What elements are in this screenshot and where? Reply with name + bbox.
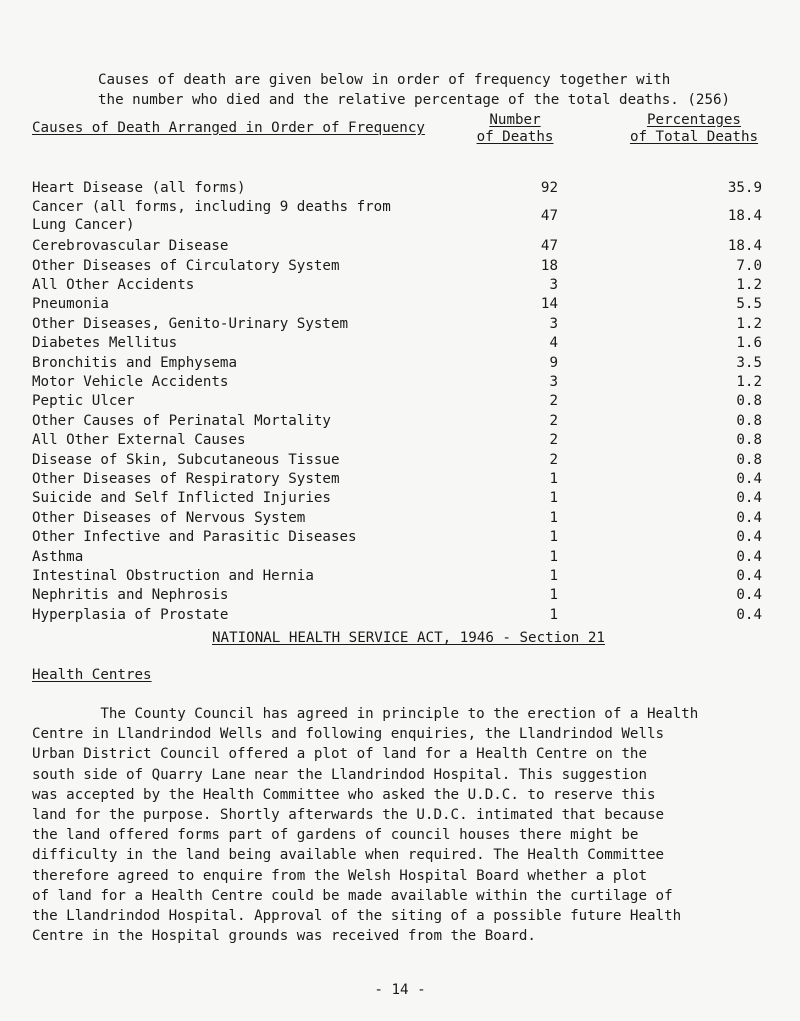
percent-header-line1: Percentages bbox=[647, 112, 741, 128]
percent-cell: 1.2 bbox=[736, 315, 762, 332]
deaths-cell: 14 bbox=[540, 296, 558, 313]
percent-cell: 7.0 bbox=[736, 257, 762, 274]
deaths-cell: 1 bbox=[549, 606, 558, 623]
paragraph-line: south side of Quarry Lane near the Llandrindod Hospital. This suggestion bbox=[32, 766, 647, 783]
cause-text: Pneumonia bbox=[32, 296, 109, 313]
cause-cell bbox=[32, 510, 305, 528]
cause-text: Heart Disease (all forms) bbox=[32, 180, 246, 196]
percent-cell: 0.4 bbox=[736, 529, 762, 546]
cause-cell bbox=[32, 296, 109, 314]
cause-text: Cerebrovascular Disease bbox=[32, 238, 229, 255]
percent-cell: 0.4 bbox=[736, 606, 762, 623]
cause-cell bbox=[32, 568, 314, 586]
paragraph-line: difficulty in the land being available when required. The Health Committee bbox=[32, 847, 665, 864]
body-paragraph bbox=[32, 704, 792, 946]
paragraph-line: The County Council has agreed in principle to the erection of a Health bbox=[32, 706, 699, 722]
cause-text: Peptic Ulcer bbox=[32, 393, 135, 410]
deaths-cell: 1 bbox=[549, 529, 558, 546]
cause-cell bbox=[32, 238, 228, 256]
percent-cell: 0.4 bbox=[736, 490, 762, 507]
cause-cell bbox=[32, 587, 228, 605]
cause-cell bbox=[32, 413, 331, 431]
deaths-cell: 47 bbox=[540, 238, 558, 255]
cause-column-header: Causes of Death Arranged in Order of Frequency bbox=[32, 120, 425, 136]
percent-cell: 0.8 bbox=[736, 412, 762, 429]
cause-cell bbox=[32, 180, 246, 198]
number-header-line1: Number bbox=[489, 112, 541, 128]
cause-text: Other Infective and Parasitic Diseases bbox=[32, 529, 357, 546]
cause-text: Hyperplasia of Prostate bbox=[32, 606, 229, 623]
intro-line: Causes of death are given below in order of frequency together with bbox=[98, 72, 671, 88]
paragraph-line: was accepted by the Health Committee who asked the U.D.C. to reserve this bbox=[32, 786, 656, 803]
percent-cell: 5.5 bbox=[736, 296, 762, 313]
percent-cell: 0.8 bbox=[736, 451, 762, 468]
intro-line: the number who died and the relative percentage of the total deaths. (256) bbox=[98, 92, 731, 108]
paragraph-line: Centre in the Hospital grounds was received from the Board. bbox=[32, 928, 536, 945]
cause-text: Suicide and Self Inflicted Injuries bbox=[32, 490, 331, 507]
percent-cell: 0.4 bbox=[736, 568, 762, 584]
deaths-cell: 3 bbox=[549, 315, 558, 332]
cause-text: Asthma bbox=[32, 548, 84, 565]
cause-cell bbox=[32, 258, 340, 276]
cause-text: All Other External Causes bbox=[32, 432, 246, 449]
percent-header-line2: of Total Deaths bbox=[629, 129, 759, 145]
cause-cell bbox=[32, 549, 83, 567]
cause-cell bbox=[32, 607, 228, 625]
cause-cell bbox=[32, 199, 391, 234]
deaths-cell: 47 bbox=[540, 208, 558, 225]
deaths-cell: 1 bbox=[549, 548, 558, 565]
cause-text: Disease of Skin, Subcutaneous Tissue bbox=[32, 451, 340, 468]
deaths-cell: 18 bbox=[540, 257, 558, 274]
cause-cell bbox=[32, 393, 135, 411]
number-column-header bbox=[455, 112, 575, 146]
cause-text: Cancer (all forms, including 9 deaths from bbox=[32, 199, 391, 216]
cause-cell bbox=[32, 471, 340, 489]
percent-cell: 18.4 bbox=[727, 208, 762, 225]
percent-cell: 18.4 bbox=[727, 238, 762, 255]
cause-text-continued: Lung Cancer) bbox=[32, 216, 135, 233]
section-title: NATIONAL HEALTH SERVICE ACT, 1946 - Section 21 bbox=[212, 630, 605, 646]
percent-cell: 1.2 bbox=[736, 374, 762, 390]
percent-cell: 0.8 bbox=[736, 432, 762, 449]
cause-cell bbox=[32, 452, 340, 470]
deaths-cell: 1 bbox=[549, 568, 558, 584]
deaths-cell: 92 bbox=[540, 180, 558, 196]
cause-cell bbox=[32, 355, 237, 373]
deaths-cell: 9 bbox=[549, 354, 558, 371]
percent-cell: 0.4 bbox=[736, 471, 762, 487]
deaths-cell: 1 bbox=[549, 471, 558, 487]
cause-cell bbox=[32, 490, 331, 508]
cause-text: Motor Vehicle Accidents bbox=[32, 374, 229, 390]
paragraph-line: land for the purpose. Shortly afterwards the U.D.C. intimated that because bbox=[32, 807, 665, 824]
percent-cell: 3.5 bbox=[736, 354, 762, 371]
paragraph-line: Centre in Llandrindod Wells and following enquiries, the Llandrindod Wells bbox=[32, 726, 665, 743]
percent-cell: 1.2 bbox=[736, 277, 762, 293]
deaths-cell: 2 bbox=[549, 412, 558, 429]
intro-text bbox=[98, 70, 730, 110]
paragraph-line: the Llandrindod Hospital. Approval of the siting of a possible future Health bbox=[32, 908, 682, 925]
cause-cell bbox=[32, 432, 246, 450]
cause-cell bbox=[32, 529, 357, 547]
cause-text: All Other Accidents bbox=[32, 277, 195, 293]
deaths-cell: 1 bbox=[549, 509, 558, 526]
percent-cell: 35.9 bbox=[727, 180, 762, 196]
cause-cell bbox=[32, 335, 177, 353]
cause-text: Diabetes Mellitus bbox=[32, 335, 178, 352]
percent-cell: 0.8 bbox=[736, 393, 762, 410]
cause-cell bbox=[32, 316, 348, 334]
cause-text: Bronchitis and Emphysema bbox=[32, 354, 237, 371]
cause-cell bbox=[32, 277, 194, 295]
paragraph-line: Urban District Council offered a plot of land for a Health Centre on the bbox=[32, 746, 647, 763]
deaths-cell: 3 bbox=[549, 277, 558, 293]
paragraph-line: therefore agreed to enquire from the Welsh Hospital Board whether a plot bbox=[32, 867, 647, 884]
deaths-cell: 1 bbox=[549, 587, 558, 604]
cause-text: Other Diseases of Circulatory System bbox=[32, 257, 340, 274]
deaths-cell: 1 bbox=[549, 490, 558, 507]
deaths-cell: 2 bbox=[549, 393, 558, 410]
percent-cell: 1.6 bbox=[736, 335, 762, 352]
cause-text: Other Diseases of Nervous System bbox=[32, 509, 306, 526]
percent-cell: 0.4 bbox=[736, 509, 762, 526]
cause-text: Other Diseases, Genito-Urinary System bbox=[32, 315, 349, 332]
deaths-cell: 2 bbox=[549, 432, 558, 449]
deaths-cell: 4 bbox=[549, 335, 558, 352]
cause-text: Intestinal Obstruction and Hernia bbox=[32, 568, 314, 584]
paragraph-line: the land offered forms part of gardens of council houses there might be bbox=[32, 827, 639, 844]
page-number: - 14 - bbox=[374, 982, 426, 998]
number-header-line2: of Deaths bbox=[476, 129, 554, 145]
percent-cell: 0.4 bbox=[736, 548, 762, 565]
deaths-cell: 3 bbox=[549, 374, 558, 390]
deaths-cell: 2 bbox=[549, 451, 558, 468]
subsection-title: Health Centres bbox=[32, 667, 152, 683]
cause-cell bbox=[32, 374, 228, 392]
percent-cell: 0.4 bbox=[736, 587, 762, 604]
percent-column-header bbox=[604, 112, 784, 146]
cause-text: Other Causes of Perinatal Mortality bbox=[32, 412, 331, 429]
cause-text: Other Diseases of Respiratory System bbox=[32, 471, 340, 487]
cause-text: Nephritis and Nephrosis bbox=[32, 587, 229, 604]
paragraph-line: of land for a Health Centre could be made available within the curtilage of bbox=[32, 887, 673, 904]
